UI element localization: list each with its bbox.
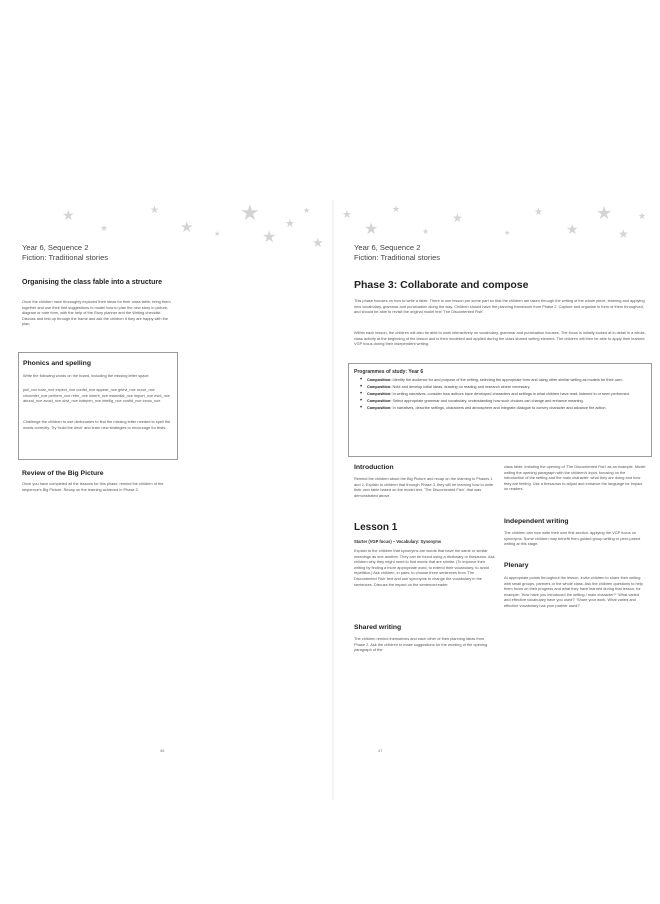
phonics-text: Challenge the children to use dictionaries to find the missing letter needed to spell the words correctly. Try 'build the deck' and learn new strategies to encourage for tests. (23, 419, 171, 430)
programmes-item (367, 378, 651, 383)
star-icon: ★ (262, 229, 277, 246)
programmes-title: Programmes of study: Year 6 (354, 369, 424, 375)
header-subject: Fiction: Traditional stories (22, 253, 109, 262)
star-icon: ★ (240, 200, 260, 225)
star-icon: ★ (312, 235, 324, 250)
programmes-item-text: Select appropriate grammar and vocabulary, understanding how such choices can change and enhance meaning. (392, 398, 584, 403)
independent-writing-text: The children can now write their own first section, applying the VGP focus on synonyms. Some children may benefit from guided group writing or peer-paired writing at this stage. (504, 530, 641, 547)
section-text: Once the children have thoroughly explored their ideas for their class fable, bring them together and use their first suggestions to model how to plan the new story in picture, diagram or note form, with the help of the Story planner and the Writing checklist. Discuss and test up through the frame and ask the children if they are happy with the plan. (22, 299, 171, 327)
programmes-item-text: Note and develop initial ideas, drawing on reading and research where necessary. (392, 384, 531, 389)
star-icon: ★ (618, 227, 629, 241)
star-icon: ★ (180, 219, 194, 236)
star-icon: ★ (62, 207, 75, 223)
starter-text: Explain to the children that synonyms are words that have the same or similar meanings as one another. They can be found using a dictionary or thesaurus. Ask children why they might need to find words that are similar. (To improve their writing by finding a more appropriate word; to extend their vocabulary; to avoid repetition.) Ask children, in pairs, to choose three sentences from 'The Discontented Fish' text and use synonyms to change the vocabulary in the sentences. Discuss the impact on the sentence/reader. (354, 548, 495, 587)
phonics-box (18, 352, 178, 460)
star-icon: ★ (392, 204, 401, 214)
header-year: Year 6, Sequence 2 (22, 243, 89, 252)
programmes-item (367, 399, 651, 404)
review-text: Once you have completed all the lessons for this phase, remind the children of the sequence's Big Picture. Recap on the learning achieved in Phase 2. (22, 481, 164, 492)
page-number: 47 (378, 748, 383, 753)
programmes-item-text: In narratives, describe settings, characters and atmosphere and integrate dialogue to convey character and advance the action. (392, 405, 607, 410)
shared-writing-text: The children remind themselves and each other of their planning ideas from Phase 2. Ask the children to make suggestions for the wording of the opening paragraph of the (354, 636, 488, 653)
introduction-text: Remind the children about the Big Picture and recap on the learning in Phases 1 and 2. Explain to children that through Phase 3, they will be learning how to write their own fable based on the model text, 'The Discontented Fish', that was demonstrated above. (354, 476, 494, 498)
star-icon: ★ (303, 206, 311, 215)
right-page (334, 0, 660, 904)
programmes-list (357, 378, 651, 413)
star-icon: ★ (638, 211, 647, 221)
phonics-title: Phonics and spelling (23, 360, 91, 367)
star-icon: ★ (422, 227, 430, 236)
programmes-item-label: Composition: (367, 384, 392, 389)
page-header (22, 243, 108, 263)
page-number: 46 (160, 748, 165, 753)
phase-intro: This phase focuses on how to write a fable. There is one lesson per some part so that the children are taken through the writing of the whole piece, learning and applying new vocabulary, grammar and punctuation along the way. Children should have the planning framework from Phase 2. Capture and organise in form of them throughout, and should be able to revisit the original model text 'The Discontented Fish'. (354, 298, 645, 315)
star-icon: ★ (504, 230, 511, 237)
star-icon: ★ (285, 218, 295, 230)
star-icon: ★ (534, 207, 543, 218)
phase-text: Within each lesson, the children will also be able to work interactively on vocabulary, grammar and punctuation focuses. The focus is initially looked at in detail in a whole-class activity at the beginning of the lesson and is then modelled and applied during the class shared writing element. The children will then be able to apply their learned VGP focus during their independent writing. (354, 330, 646, 347)
programmes-item-text: Identify the audience for and purpose of the writing, selecting the appropriate form and using other similar writing as models for their own. (392, 378, 623, 382)
phonics-word-list: pull_ncc tolar_nce expect_nce confid_nce appear_nce grievi_nce occur_nce circumfer_nce perform_nce refer_nce inherit_nce essential_nce import_nce evid_nce abund_nce avoid_nce obvi_nce indepen_nce intellig_nce confid_nce innoc_nce (23, 387, 170, 404)
programmes-item-label: Composition: (367, 378, 392, 382)
programmes-item-text: In writing narratives, consider how authors have developed characters and settings in what children have read, listened to or seen performed. (392, 391, 630, 396)
header-subject: Fiction: Traditional stories (354, 253, 441, 262)
shared-writing-title: Shared writing (354, 624, 402, 631)
programmes-item (367, 385, 651, 390)
introduction-title: Introduction (354, 464, 394, 471)
star-icon: ★ (452, 211, 463, 225)
star-icon: ★ (100, 223, 109, 233)
star-icon: ★ (214, 231, 221, 238)
star-icon: ★ (342, 209, 352, 221)
star-icon: ★ (596, 203, 613, 223)
phonics-intro: Write the following words on the board, including the missing letter space. (23, 373, 150, 378)
header-year: Year 6, Sequence 2 (354, 243, 421, 252)
page-header (354, 243, 440, 263)
programmes-item-label: Composition: (367, 405, 392, 410)
programmes-item-label: Composition: (367, 398, 392, 403)
star-icon: ★ (566, 221, 579, 237)
phase-title: Phase 3: Collaborate and compose (354, 279, 529, 291)
star-icon: ★ (364, 221, 379, 238)
review-title: Review of the Big Picture (22, 470, 104, 477)
lesson-title: Lesson 1 (354, 522, 398, 533)
programmes-item-label: Composition: (367, 391, 392, 396)
starter-title: Starter (VGP focus) – Vocabulary: Synonyms (354, 539, 442, 544)
programmes-item (367, 392, 651, 397)
plenary-title: Plenary (504, 562, 529, 569)
section-title: Organising the class fable into a structure (22, 279, 163, 286)
plenary-text: At appropriate points throughout the lesson, invite children to share their writing with small groups, partners or the whole class. Ask the children questions to help them focus on their progress and what they have learned during that lesson, for example: 'How have you introduced the setting / main character?' 'What varied and effective vocabulary have you used?' 'Share your work. What varied and effective vocabulary has your partner used?' (504, 575, 643, 608)
programmes-item (367, 406, 651, 411)
programmes-box (348, 363, 652, 457)
star-icon: ★ (150, 205, 159, 216)
independent-writing-title: Independent writing (504, 518, 569, 525)
shared-writing-continued: class fable, imitating the opening of 'The Discontented Fish' as an example. Model writing the opening paragraph with the children's input, focusing on the introduction of the setting and the main character: what they are doing and how they are feeling. Use a thesaurus to adjust and enhance the language for impact on readers. (504, 464, 646, 492)
